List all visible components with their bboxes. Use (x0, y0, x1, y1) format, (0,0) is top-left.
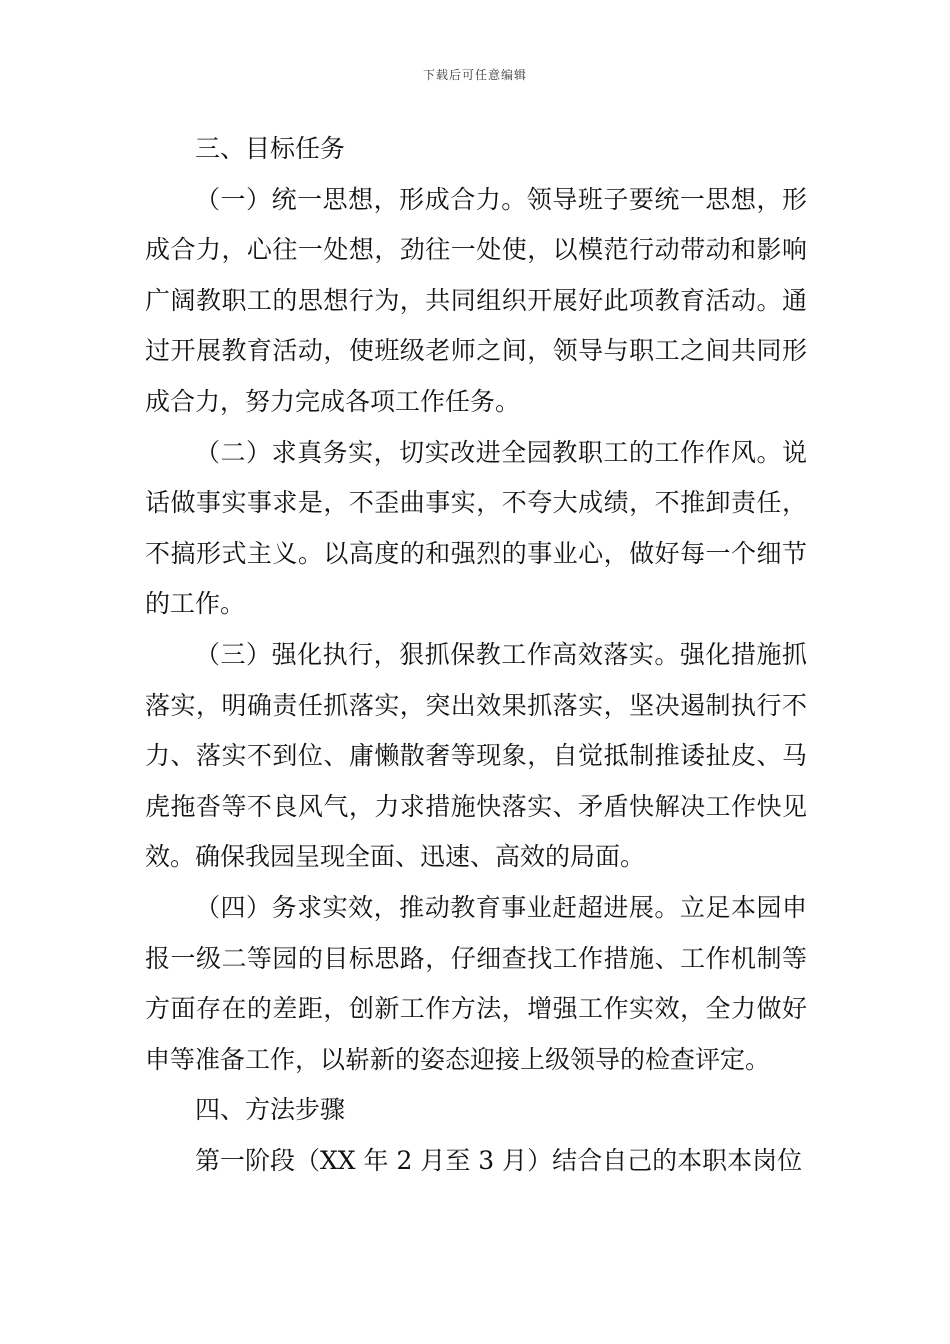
paragraph-goal-1: （一）统一思想，形成合力。领导班子要统一思想，形成合力，心往一处想，劲往一处使，以模范行动带动和影响广阔教职工的思想行为，共同组织开展好此项教育活动。通过开展教育活动，使班级老师之间，领导与职工之间共同形成合力，努力完成各项工作任务。 (145, 184, 807, 416)
section-heading-goals: 三、目标任务 (195, 134, 346, 163)
page-header: 下载后可任意编辑 (422, 68, 527, 82)
paragraph-goal-4: （四）务求实效，推动教育事业赶超进展。立足本园申报一级二等园的目标思路，仔细查找工作措施、工作机制等方面存在的差距，创新工作方法，增强工作实效，全力做好申等准备工作，以崭新的姿态迎接上级领导的检查评定。 (145, 892, 807, 1074)
section-heading-methods: 四、方法步骤 (195, 1095, 346, 1125)
document-body (145, 124, 807, 1186)
paragraph-goal-3: （三）强化执行，狠抓保教工作高效落实。强化措施抓落实，明确责任抓落实，突出效果抓落实，坚决遏制执行不力、落实不到位、庸懒散奢等现象，自觉抵制推诿扯皮、马虎拖沓等不良风气，力求措施快落实、矛盾快解决工作快见效。确保我园呈现全面、迅速、高效的局面。 (145, 639, 807, 872)
paragraph-stage-1: 第一阶段（XX 年 2 月至 3 月）结合自己的本职本岗位 (195, 1145, 803, 1175)
paragraph-goal-2: （二）求真务实，切实改进全园教职工的工作作风。说话做事实事求是，不歪曲事实，不夸大成绩，不推卸责任，不搞形式主义。以高度的和强烈的事业心，做好每一个细节的工作。 (145, 437, 807, 619)
